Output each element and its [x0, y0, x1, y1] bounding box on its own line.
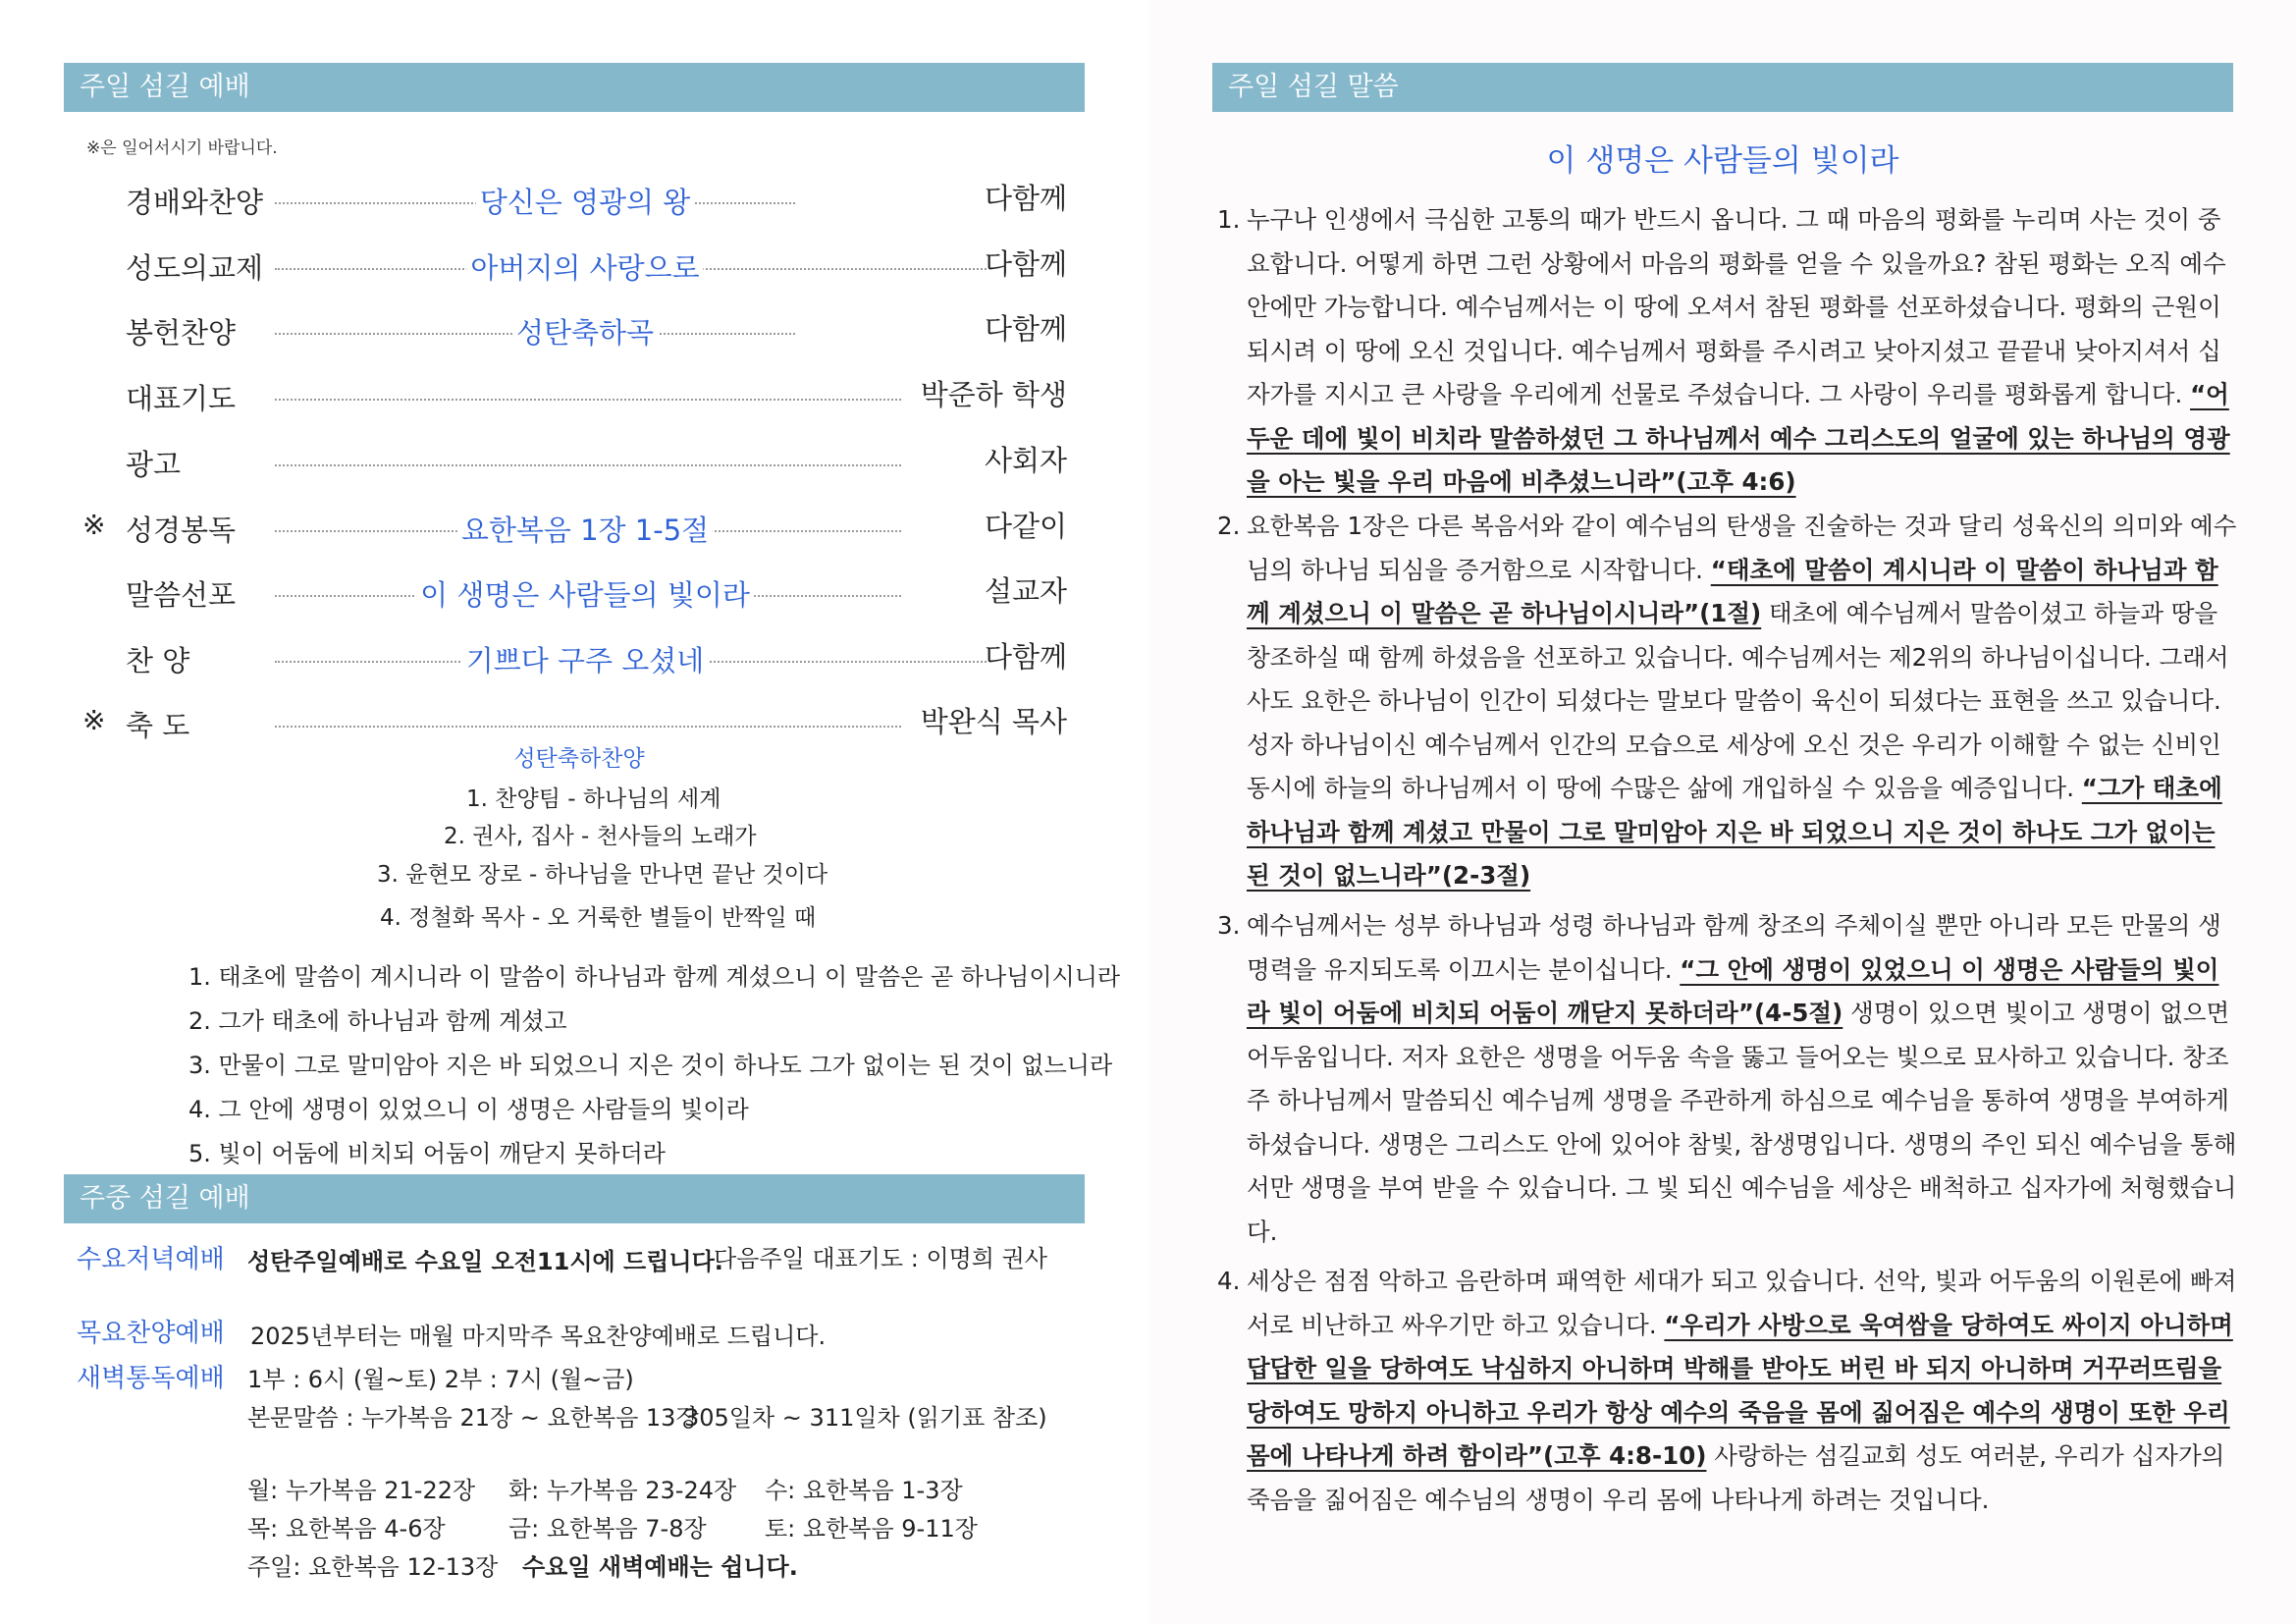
- point-text: 태초에 예수님께서 말씀이셨고 하늘과 땅을 창조하실 때 함께 하셨음을 선포하고 있습니다. 예수님께서는 제2위의 하나님이십니다. 그래서 사도 요한은 하나님이 인간이 되셨다는 말보다 말씀이 육신이 되셨다는 표현을 쓰고 있습니다. 성자 하나님이신 예수님께서 인간의 모습으로 세상에 오신 것은 우리가 이해할 수 없는 신비인 동시에 하늘의 하나님께서 이 땅에 수많은 삶에 개입하실 수 있음을 예증입니다.: [1247, 599, 2229, 802]
- schedule-fri: 금: 요한복음 7-8장: [508, 1515, 707, 1543]
- schedule-mon: 월: 누가복음 21-22장: [247, 1477, 476, 1504]
- order-label: 경배와찬양: [126, 186, 264, 219]
- order-label: 광고: [126, 448, 182, 481]
- verse-line: 1. 태초에 말씀이 계시니라 이 말씀이 하나님과 함께 계셨으니 이 말씀은 곧 하나님이시니라: [188, 963, 1121, 991]
- standing-mark: ※: [82, 509, 106, 541]
- hymn-item: 4. 정철화 목사 - 오 거룩한 별들이 반짝일 때: [380, 905, 817, 931]
- verse-line: 5. 빛이 어둠에 비치되 어둠이 깨닫지 못하더라: [188, 1140, 666, 1167]
- schedule-wed: 수: 요한복음 1-3장: [765, 1477, 963, 1504]
- order-row: [82, 175, 1067, 224]
- sermon-point-3: [1217, 904, 2238, 1254]
- dawn-days: 305일차 ~ 311일차 (읽기표 참조): [684, 1404, 1047, 1432]
- order-who: 박완식 목사: [920, 705, 1067, 738]
- order-who: 다같이: [984, 510, 1067, 543]
- sermon-point-2: [1217, 505, 2238, 898]
- dotted-leader: [275, 399, 901, 401]
- wed-dawn-off: 수요일 새벽예배는 쉽니다.: [522, 1553, 798, 1581]
- dawn-time: 1부 : 6시 (월~토) 2부 : 7시 (월~금): [247, 1366, 634, 1393]
- scripture-quote: “그 안에 생명이 있었으니 이 생명은 사람들의 빛이라 빛이 어둠에 비치되 어둠이 깨닫지 못하더라”(4-5절): [1247, 954, 2219, 1027]
- sermon-point-1: [1217, 198, 2238, 505]
- order-title: 성탄축하곡: [512, 311, 658, 352]
- point-text: 세상은 점점 악하고 음란하며 패역한 세대가 되고 있습니다. 선악, 빛과 어두움의 이원론에 빠져 서로 비난하고 싸우기만 하고 있습니다.: [1247, 1267, 2237, 1339]
- order-label: 찬 양: [126, 644, 190, 677]
- order-label: 말씀선포: [126, 578, 237, 612]
- scripture-quote: “우리가 사방으로 욱여쌈을 당하여도 싸이지 아니하며 답답한 일을 당하여도 낙심하지 아니하며 박해를 받아도 버린 바 되지 아니하며 거꾸러뜨림을 당하여도 망하지 아니하고 우리가 항상 예수의 죽음을 몸에 짊어짐은 예수의 생명이 또한 우리 몸에 나타나게 하려 함이라”(고후 4:8-10): [1247, 1310, 2233, 1470]
- order-title: 아버지의 사랑으로: [466, 246, 703, 287]
- order-who: 사회자: [984, 444, 1067, 477]
- sermon-title: 이 생명은 사람들의 빛이라: [1546, 143, 1899, 179]
- dotted-leader: [275, 726, 901, 728]
- order-who: 박준하 학생: [920, 378, 1067, 411]
- wed-label: 수요저녁예배: [77, 1245, 225, 1274]
- point-text: 생명이 있으면 빛이고 생명이 없으면 어두움입니다. 저자 요한은 생명을 어두움 속을 뚫고 들어오는 빛으로 묘사하고 있습니다. 창조주 하나님께서 말씀되신 예수님께 생명을 주관하게 하심으로 예수님을 통하여 생명을 부여하게 하셨습니다. 생명은 그리스도 안에 있어야 참빛, 참생명입니다. 생명의 주인 되신 예수님을 통해서만 생명을 부여 받을 수 있습니다. 그 빛 되신 예수님을 세상은 배척하고 십자가에 처형했습니다.: [1247, 999, 2237, 1246]
- order-row: [82, 503, 1067, 552]
- order-row: [82, 241, 1067, 290]
- point-number: 3.: [1217, 911, 1241, 940]
- order-who: 다함께: [984, 182, 1067, 215]
- hymn-item: 2. 권사, 집사 - 천사들의 노래가: [444, 824, 757, 849]
- verse-line: 2. 그가 태초에 하나님과 함께 계셨고: [188, 1007, 567, 1035]
- order-title: 요한복음 1장 1-5절: [457, 509, 713, 549]
- order-title: 이 생명은 사람들의 빛이라: [416, 573, 754, 614]
- order-row: [82, 633, 1067, 682]
- order-who: 다함께: [984, 640, 1067, 674]
- point-text: 예수님께서는 성부 하나님과 성령 하나님과 함께 창조의 주체이실 뿐만 아니라 모든 만물의 생명력을 유지되도록 이끄시는 분이십니다.: [1247, 911, 2221, 984]
- order-label: 축 도: [126, 709, 190, 742]
- schedule-sat: 토: 요한복음 9-11장: [765, 1515, 978, 1543]
- schedule-sun: 주일: 요한복음 12-13장: [247, 1553, 499, 1581]
- standing-note: ※은 일어서시기 바랍니다.: [86, 138, 278, 158]
- schedule-tue: 화: 누가복음 23-24장: [508, 1477, 737, 1504]
- point-text: 사랑하는 섬길교회 성도 여러분, 우리가 십자가의 죽음을 짊어짐은 예수님의 생명이 우리 몸에 나타나게 하려는 것입니다.: [1247, 1441, 2225, 1514]
- standing-mark: ※: [82, 704, 106, 736]
- dawn-text: 본문말씀 : 누가복음 21장 ~ 요한복음 13장: [247, 1404, 699, 1432]
- thu-text: 2025년부터는 매월 마지막주 목요찬양예배로 드립니다.: [250, 1323, 827, 1350]
- weekday-header: 주중 섬길 예배: [64, 1174, 1085, 1223]
- order-label: 대표기도: [126, 382, 237, 415]
- hymn-title: 성탄축하찬양: [513, 746, 645, 772]
- order-who: 다함께: [984, 247, 1067, 281]
- scripture-quote: “태초에 말씀이 계시니라 이 말씀이 하나님과 함께 계셨으니 이 말씀은 곧 하나님이시니라”(1절): [1247, 555, 2218, 627]
- verse-line: 4. 그 안에 생명이 있었으니 이 생명은 사람들의 빛이라: [188, 1096, 749, 1123]
- sermon-header: 주일 섬길 말씀: [1212, 63, 2233, 112]
- worship-header: 주일 섬길 예배: [64, 63, 1085, 112]
- dawn-label: 새벽통독예배: [77, 1364, 225, 1393]
- scripture-quote: “그가 태초에 하나님과 함께 계셨고 만물이 그로 말미암아 지은 바 되었으니 지은 것이 하나도 그가 없이는 된 것이 없느니라”(2-3절): [1247, 774, 2222, 890]
- verse-line: 3. 만물이 그로 말미암아 지은 바 되었으니 지은 것이 하나도 그가 없이는 된 것이 없느니라: [188, 1052, 1113, 1079]
- sermon-point-4: [1217, 1260, 2238, 1522]
- order-row: [82, 371, 1067, 420]
- order-who: 다함께: [984, 312, 1067, 346]
- point-number: 4.: [1217, 1267, 1241, 1295]
- wed-text: 성탄주일예배로 수요일 오전11시에 드립니다.: [247, 1248, 723, 1275]
- order-row: [82, 568, 1067, 617]
- order-label: 성경봉독: [126, 514, 237, 547]
- order-label: 봉헌찬양: [126, 316, 237, 350]
- thu-label: 목요찬양예배: [77, 1319, 225, 1348]
- order-row: [82, 437, 1067, 486]
- order-row: [82, 305, 1067, 354]
- point-number: 2.: [1217, 512, 1241, 540]
- order-who: 설교자: [984, 574, 1067, 608]
- hymn-item: 3. 윤현모 장로 - 하나님을 만나면 끝난 것이다: [377, 862, 828, 888]
- schedule-thu: 목: 요한복음 4-6장: [247, 1515, 446, 1543]
- point-text: 누구나 인생에서 극심한 고통의 때가 반드시 옵니다. 그 때 마음의 평화를 누리며 사는 것이 중요합니다. 어떻게 하면 그런 상황에서 마음의 평화를 얻을 수 있을까요? 참된 평화는 오직 예수 안에만 가능합니다. 예수님께서는 이 땅에 오셔서 참된 평화를 선포하셨습니다. 평화의 근원이 되시려 이 땅에 오신 것입니다. 예수님께서 평화를 주시려고 낮아지셨고 끝끝내 낮아지셔서 십자가를 지시고 큰 사랑을 우리에게 선물로 주셨습니다. 그 사랑이 우리를 평화롭게 합니다.: [1247, 205, 2226, 408]
- order-title: 당신은 영광의 왕: [476, 181, 695, 221]
- order-title: 기쁘다 구주 오셨네: [462, 639, 709, 679]
- scripture-quote: “어두운 데에 빛이 비치라 말씀하셨던 그 하나님께서 예수 그리스도의 얼굴에 있는 하나님의 영광을 아는 빛을 우리 마음에 비추셨느니라”(고후 4:6): [1247, 380, 2230, 496]
- point-number: 1.: [1217, 205, 1241, 234]
- point-text: 요한복음 1장은 다른 복음서와 같이 예수님의 탄생을 진술하는 것과 달리 성육신의 의미와 예수님의 하나님 되심을 증거함으로 시작합니다.: [1247, 512, 2237, 584]
- order-label: 성도의교제: [126, 251, 264, 285]
- hymn-item: 1. 찬양팀 - 하나님의 세계: [466, 786, 721, 812]
- next-prayer: 다음주일 대표기도 : 이명희 권사: [714, 1245, 1047, 1272]
- dotted-leader: [275, 464, 901, 466]
- scripture-verses: [188, 957, 1120, 1178]
